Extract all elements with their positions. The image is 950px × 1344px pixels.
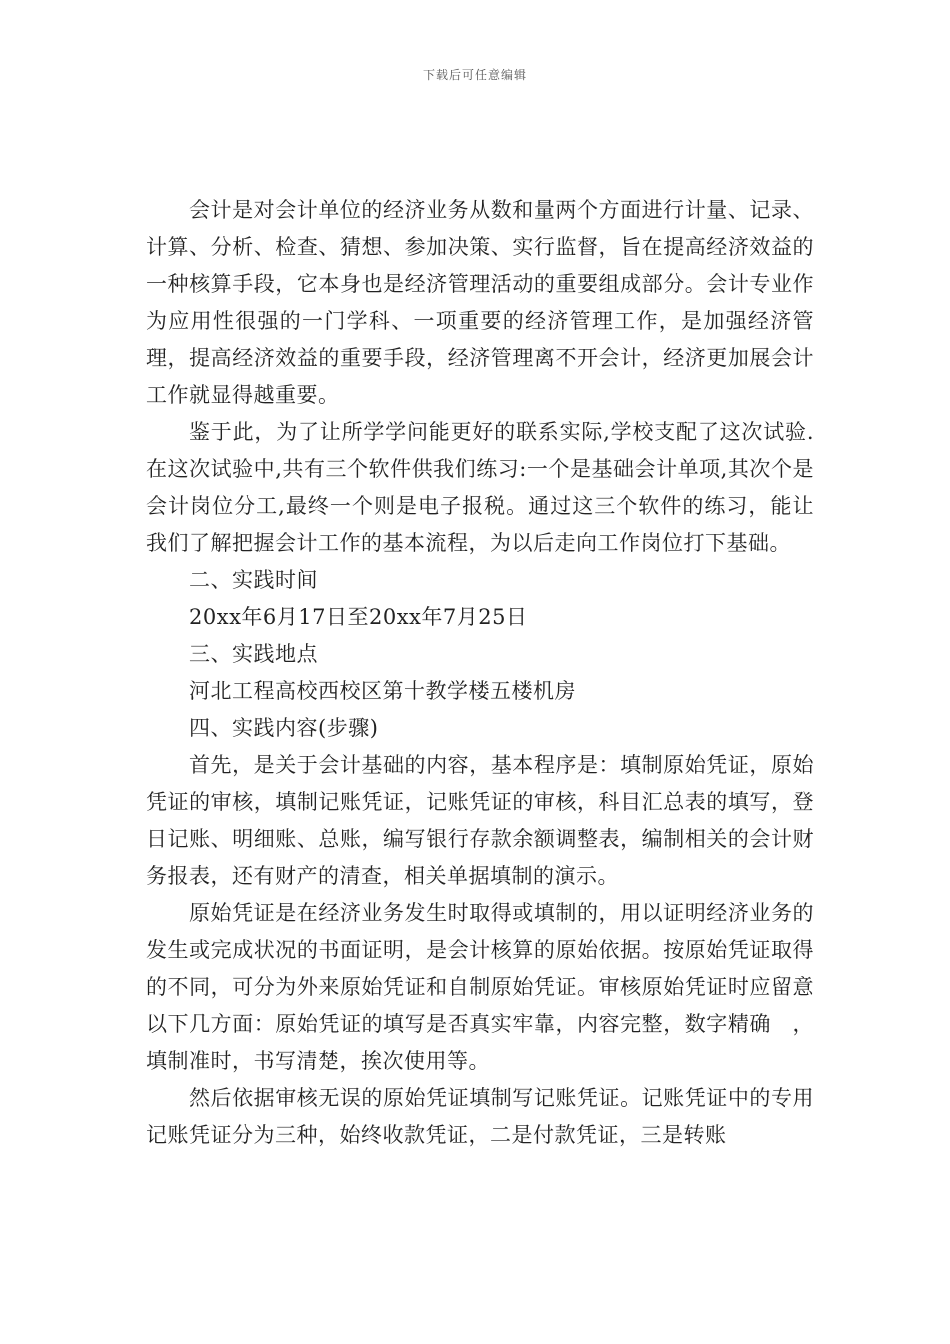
paragraph-purpose: 鉴于此，为了让所学学问能更好的联系实际,学校支配了这次试验.在这次试验中,共有三个软件供我们练习:一个是基础会计单项,其次个是会计岗位分工,最终一个则是电子报税。通过这三个软件的练习，能让我们了解把握会计工作的基本流程，为以后走向工作岗位打下基础。 bbox=[146, 420, 814, 555]
paragraph-basic-procedure: 首先，是关于会计基础的内容，基本程序是：填制原始凭证，原始凭证的审核，填制记账凭证，记账凭证的审核，科目汇总表的填写，登日记账、明细账、总账，编写银行存款余额调整表，编制相关的会计财务报表，还有财产的清查，相关单据填制的演示。 bbox=[146, 753, 814, 888]
paragraph-original-voucher: 原始凭证是在经济业务发生时取得或填制的，用以证明经济业务的发生或完成状况的书面证明，是会计核算的原始依据。按原始凭证取得的不同，可分为外来原始凭证和自制原始凭证。审核原始凭证时应留意以下几方面：原始凭证的填写是否真实牢靠，内容完整，数字精确 ，填制准时，书写清楚，挨次使用等。 bbox=[146, 901, 814, 1073]
document-body bbox=[146, 192, 814, 1154]
heading-practice-time: 二、实践时间 bbox=[189, 568, 318, 592]
paragraph-intro: 会计是对会计单位的经济业务从数和量两个方面进行计量、记录、计算、分析、检查、猜想、参加决策、实行监督，旨在提高经济效益的一种核算手段，它本身也是经济管理活动的重要组成部分。会计专业作为应用性很强的一门学科、一项重要的经济管理工作，是加强经济管理，提高经济效益的重要手段，经济管理离不开会计，经济更加展会计工作就显得越重要。 bbox=[146, 198, 814, 407]
heading-practice-content: 四、实践内容(步骤) bbox=[189, 716, 379, 740]
paragraph-accounting-voucher: 然后依据审核无误的原始凭证填制写记账凭证。记账凭证中的专用记账凭证分为三种，始终收款凭证，二是付款凭证，三是转账 bbox=[146, 1086, 814, 1147]
practice-time-value: 20xx年6月17日至20xx年7月25日 bbox=[189, 605, 528, 629]
practice-location-value: 河北工程高校西校区第十教学楼五楼机房 bbox=[189, 679, 576, 703]
heading-practice-location: 三、实践地点 bbox=[189, 642, 318, 666]
page-header: 下载后可任意编辑 bbox=[422, 68, 527, 82]
